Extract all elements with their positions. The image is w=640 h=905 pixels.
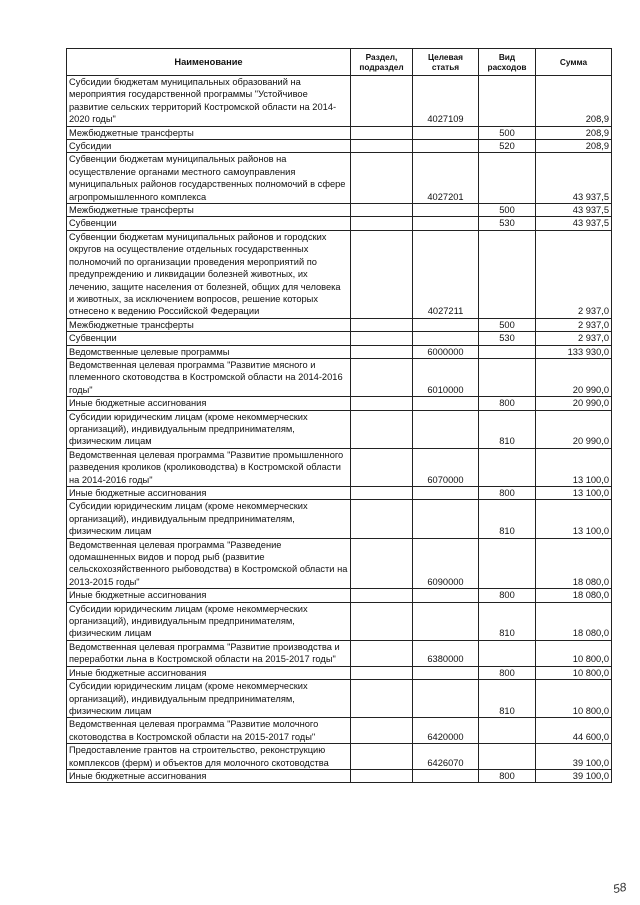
cell-amount: 208,9: [536, 76, 612, 127]
cell-target: 6090000: [413, 538, 479, 589]
cell-target: [413, 140, 479, 153]
cell-amount: 133 930,0: [536, 345, 612, 358]
cell-name: Субсидии юридическим лицам (кроме некоммерческих организаций), индивидуальным предпринимателям, физическим лицам: [67, 602, 351, 640]
cell-name: Ведомственная целевая программа "Разведение одомашненных видов и пород рыб (развитие сельскохозяйственного рыбоводства) в Костромской области на 2013-2015 годы": [67, 538, 351, 589]
cell-target: 6000000: [413, 345, 479, 358]
table-row: [67, 448, 612, 486]
cell-target: [413, 666, 479, 679]
cell-name: Иные бюджетные ассигнования: [67, 397, 351, 410]
cell-amount: 208,9: [536, 126, 612, 139]
cell-amount: 18 080,0: [536, 538, 612, 589]
cell-name: Предоставление грантов на строительство, реконструкцию комплексов (ферм) и объектов для молочного скотоводства: [67, 744, 351, 770]
cell-target: [413, 217, 479, 230]
cell-type: 520: [479, 140, 536, 153]
table-row: [67, 318, 612, 331]
header-type: Вид расходов: [479, 49, 536, 76]
cell-type: [479, 538, 536, 589]
cell-type: 800: [479, 397, 536, 410]
cell-type: 530: [479, 217, 536, 230]
cell-target: [413, 397, 479, 410]
cell-amount: 39 100,0: [536, 769, 612, 782]
table-row: [67, 589, 612, 602]
table-row: [67, 358, 612, 396]
header-amount: Сумма: [536, 49, 612, 76]
cell-section: [351, 204, 413, 217]
cell-type: 500: [479, 204, 536, 217]
cell-name: Иные бюджетные ассигнования: [67, 666, 351, 679]
cell-target: [413, 332, 479, 345]
cell-section: [351, 345, 413, 358]
cell-target: 6380000: [413, 640, 479, 666]
cell-type: [479, 718, 536, 744]
cell-name: Межбюджетные трансферты: [67, 204, 351, 217]
cell-section: [351, 589, 413, 602]
table-row: [67, 500, 612, 538]
cell-section: [351, 230, 413, 318]
cell-name: Ведомственная целевая программа "Развитие мясного и племенного скотоводства в Костромской области на 2014-2016 годы": [67, 358, 351, 396]
cell-name: Субвенции бюджетам муниципальных районов и городских округов на осуществление отдельных государственных полномочий по организации проведения мероприятий по предупреждению и ликвидации болезней животных, их лечению, защите населения от болезней, общих для человека и животных, за исключением вопросов, решение которых отнесено к ведению Российской Федерации: [67, 230, 351, 318]
cell-type: 810: [479, 602, 536, 640]
table-row: [67, 487, 612, 500]
cell-target: [413, 500, 479, 538]
table-row: [67, 126, 612, 139]
table-body: [67, 76, 612, 783]
cell-section: [351, 769, 413, 782]
cell-target: 6420000: [413, 718, 479, 744]
budget-table: [66, 48, 612, 783]
cell-type: 800: [479, 666, 536, 679]
cell-section: [351, 140, 413, 153]
cell-amount: 2 937,0: [536, 332, 612, 345]
cell-type: [479, 744, 536, 770]
cell-section: [351, 410, 413, 448]
table-row: [67, 76, 612, 127]
cell-type: [479, 76, 536, 127]
cell-section: [351, 318, 413, 331]
cell-type: [479, 345, 536, 358]
cell-section: [351, 718, 413, 744]
cell-section: [351, 640, 413, 666]
table-row: [67, 140, 612, 153]
cell-amount: 39 100,0: [536, 744, 612, 770]
cell-target: [413, 487, 479, 500]
cell-amount: 44 600,0: [536, 718, 612, 744]
cell-amount: 10 800,0: [536, 640, 612, 666]
cell-section: [351, 217, 413, 230]
cell-section: [351, 126, 413, 139]
cell-target: [413, 126, 479, 139]
cell-target: [413, 589, 479, 602]
table-header-row: [67, 49, 612, 76]
cell-amount: 43 937,5: [536, 204, 612, 217]
cell-amount: 43 937,5: [536, 217, 612, 230]
cell-section: [351, 358, 413, 396]
cell-name: Иные бюджетные ассигнования: [67, 487, 351, 500]
cell-section: [351, 448, 413, 486]
cell-amount: 2 937,0: [536, 230, 612, 318]
cell-name: Субвенции бюджетам муниципальных районов на осуществление органами местного самоуправления муниципальных районов государственных полномочий в сфере агропромышленного комплекса: [67, 153, 351, 204]
cell-type: [479, 153, 536, 204]
cell-target: [413, 410, 479, 448]
cell-type: 800: [479, 769, 536, 782]
cell-name: Ведомственная целевая программа "Развитие промышленного разведения кроликов (кролиководства) в Костромской области на 2014-2016 годы": [67, 448, 351, 486]
table-row: [67, 744, 612, 770]
cell-name: Иные бюджетные ассигнования: [67, 769, 351, 782]
header-target: Целевая статья: [413, 49, 479, 76]
table-row: [67, 666, 612, 679]
cell-amount: 2 937,0: [536, 318, 612, 331]
cell-type: [479, 448, 536, 486]
cell-target: 6070000: [413, 448, 479, 486]
table-row: [67, 217, 612, 230]
cell-section: [351, 500, 413, 538]
cell-section: [351, 538, 413, 589]
cell-type: 810: [479, 500, 536, 538]
cell-name: Ведомственная целевая программа "Развитие молочного скотоводства в Костромской области на 2015-2017 годы": [67, 718, 351, 744]
cell-target: 4027211: [413, 230, 479, 318]
cell-type: 810: [479, 410, 536, 448]
cell-name: Иные бюджетные ассигнования: [67, 589, 351, 602]
cell-amount: 10 800,0: [536, 666, 612, 679]
cell-type: 500: [479, 126, 536, 139]
cell-amount: 43 937,5: [536, 153, 612, 204]
table-row: [67, 718, 612, 744]
cell-type: [479, 230, 536, 318]
cell-name: Субсидии юридическим лицам (кроме некоммерческих организаций), индивидуальным предпринимателям, физическим лицам: [67, 680, 351, 718]
table-row: [67, 602, 612, 640]
cell-name: Субсидии юридическим лицам (кроме некоммерческих организаций), индивидуальным предпринимателям, физическим лицам: [67, 500, 351, 538]
table-row: [67, 640, 612, 666]
cell-type: [479, 640, 536, 666]
header-section: Раздел, подраздел: [351, 49, 413, 76]
cell-target: 6010000: [413, 358, 479, 396]
cell-target: 6426070: [413, 744, 479, 770]
cell-type: 800: [479, 589, 536, 602]
table-row: [67, 230, 612, 318]
cell-target: [413, 680, 479, 718]
cell-target: 4027201: [413, 153, 479, 204]
cell-type: [479, 358, 536, 396]
cell-name: Субсидии: [67, 140, 351, 153]
table-row: [67, 345, 612, 358]
cell-section: [351, 680, 413, 718]
cell-name: Субвенции: [67, 217, 351, 230]
cell-type: 500: [479, 318, 536, 331]
cell-amount: 13 100,0: [536, 487, 612, 500]
cell-amount: 20 990,0: [536, 410, 612, 448]
cell-name: Межбюджетные трансферты: [67, 318, 351, 331]
table-row: [67, 153, 612, 204]
cell-name: Ведомственная целевая программа "Развитие производства и переработки льна в Костромской области на 2015-2017 годы": [67, 640, 351, 666]
cell-target: 4027109: [413, 76, 479, 127]
table-row: [67, 410, 612, 448]
table-row: [67, 397, 612, 410]
cell-target: [413, 204, 479, 217]
table-row: [67, 332, 612, 345]
table-row: [67, 680, 612, 718]
cell-section: [351, 76, 413, 127]
cell-amount: 208,9: [536, 140, 612, 153]
table-row: [67, 769, 612, 782]
cell-target: [413, 602, 479, 640]
cell-amount: 18 080,0: [536, 602, 612, 640]
cell-section: [351, 744, 413, 770]
cell-name: Межбюджетные трансферты: [67, 126, 351, 139]
cell-amount: 10 800,0: [536, 680, 612, 718]
cell-amount: 13 100,0: [536, 500, 612, 538]
cell-amount: 20 990,0: [536, 358, 612, 396]
cell-name: Субсидии юридическим лицам (кроме некоммерческих организаций), индивидуальным предпринимателям, физическим лицам: [67, 410, 351, 448]
cell-section: [351, 153, 413, 204]
cell-type: 530: [479, 332, 536, 345]
cell-type: 800: [479, 487, 536, 500]
table-row: [67, 538, 612, 589]
cell-name: Субсидии бюджетам муниципальных образований на мероприятия государственной программы "Устойчивое развитие сельских территорий Костромской области на 2014-2020 годы": [67, 76, 351, 127]
page-number: 58: [611, 879, 628, 897]
cell-target: [413, 318, 479, 331]
cell-amount: 18 080,0: [536, 589, 612, 602]
cell-section: [351, 602, 413, 640]
cell-section: [351, 397, 413, 410]
header-name: Наименование: [67, 49, 351, 76]
table-row: [67, 204, 612, 217]
cell-section: [351, 332, 413, 345]
cell-section: [351, 487, 413, 500]
cell-amount: 13 100,0: [536, 448, 612, 486]
cell-section: [351, 666, 413, 679]
cell-name: Субвенции: [67, 332, 351, 345]
cell-type: 810: [479, 680, 536, 718]
cell-name: Ведомственные целевые программы: [67, 345, 351, 358]
cell-amount: 20 990,0: [536, 397, 612, 410]
cell-target: [413, 769, 479, 782]
